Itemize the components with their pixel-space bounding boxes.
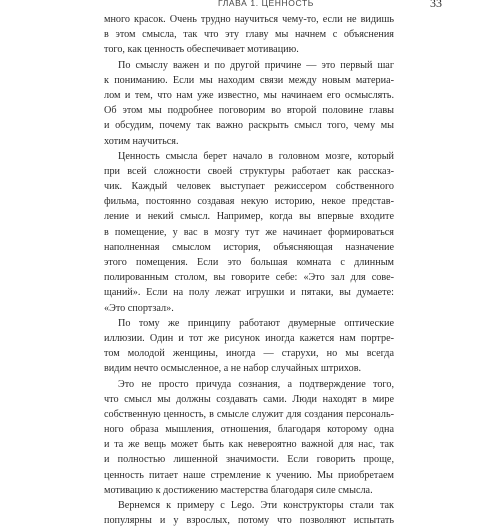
text-line: и обсудим, почему так важно раскрыть смысл того, чему мы (104, 120, 394, 132)
text-line: лом и тем, что нам уже известно, мы начинаем его осмыслять. (104, 89, 394, 101)
text-line: По тому же принципу работают двумерные оптические (118, 317, 394, 329)
text-line: «Это спортзал». (104, 302, 174, 314)
page-number: 33 (430, 0, 442, 10)
text-line: Это не просто причуда сознания, а подтверждение того, (118, 378, 394, 390)
text-line: того, как ценность обеспечивает мотивацию. (104, 44, 299, 56)
body-text (104, 12, 394, 528)
text-line: ление и некий смысл. Например, когда вы впервые входите (104, 211, 394, 223)
text-line: полированным столом, вы говорите себе: «Это зал для сове- (104, 272, 394, 284)
text-line: много красок. Очень трудно научиться чему-то, если не видишь (104, 14, 394, 25)
text-line: фильма, постоянно создавая некую историю, некое представ- (104, 196, 394, 208)
text-line: этого помещения. Если это большая комната с длинным (104, 257, 394, 268)
text-line: видим нечто осмысленное, а не набор случайных штрихов. (104, 363, 362, 375)
text-line: ного образа мышления, отношения, благодаря которому одна (104, 424, 394, 436)
text-line: в помещение, у вас в мозгу тут же начинает формироваться (104, 226, 394, 238)
text-line: Об этом мы подробнее поговорим во второй половине главы (104, 105, 394, 117)
text-line: По смыслу важен и по другой причине — это первый шаг (118, 59, 394, 71)
text-line: что смысл мы должны создавать сами. Люди находят в мире (104, 393, 394, 405)
text-line: и та же вещь может быть как невероятно важной для нас, так (104, 439, 394, 451)
chapter-title: ГЛАВА 1. ЦЕННОСТЬ (218, 0, 314, 8)
text-line: и полностью лишенной значимости. Если говорить проще, (104, 454, 394, 466)
text-line: ценность питает наше стремление к учению. Мы приобретаем (104, 469, 394, 481)
text-line: иллюзии. Один и тот же рисунок иногда кажется нам портре- (104, 332, 394, 344)
text-line: в этом смысла, так что эту главу мы начнем с объяснения (104, 29, 394, 41)
text-line: Ценность смысла берет начало в головном мозге, который (118, 150, 394, 162)
text-line: собственную ценность, в смысле служит для создания персональ- (104, 408, 394, 420)
text-line: щаний». Если на полу лежат игрушки и пятаки, вы думаете: (104, 287, 394, 299)
text-line: мотивацию к достижению мастерства благодаря силе смысла. (104, 484, 373, 496)
text-line: том молодой женщины, иногда — старухи, но мы всегда (104, 348, 394, 360)
text-line: к пониманию. Если мы находим связи между новым материа- (104, 74, 394, 86)
text-line: хотим научиться. (104, 135, 179, 147)
text-line: Вернемся к примеру с Lego. Эти конструкторы стали так (118, 500, 394, 511)
text-line: наполненная смыслом история, объясняющая назначение (104, 241, 394, 253)
text-line: популярны и у взрослых, потому что позволяют испытать (104, 515, 394, 527)
text-line: чик. Каждый человек выступает режиссером собственного (104, 181, 394, 193)
text-line: при всей сложности своей структуры работает как рассказ- (104, 165, 394, 177)
